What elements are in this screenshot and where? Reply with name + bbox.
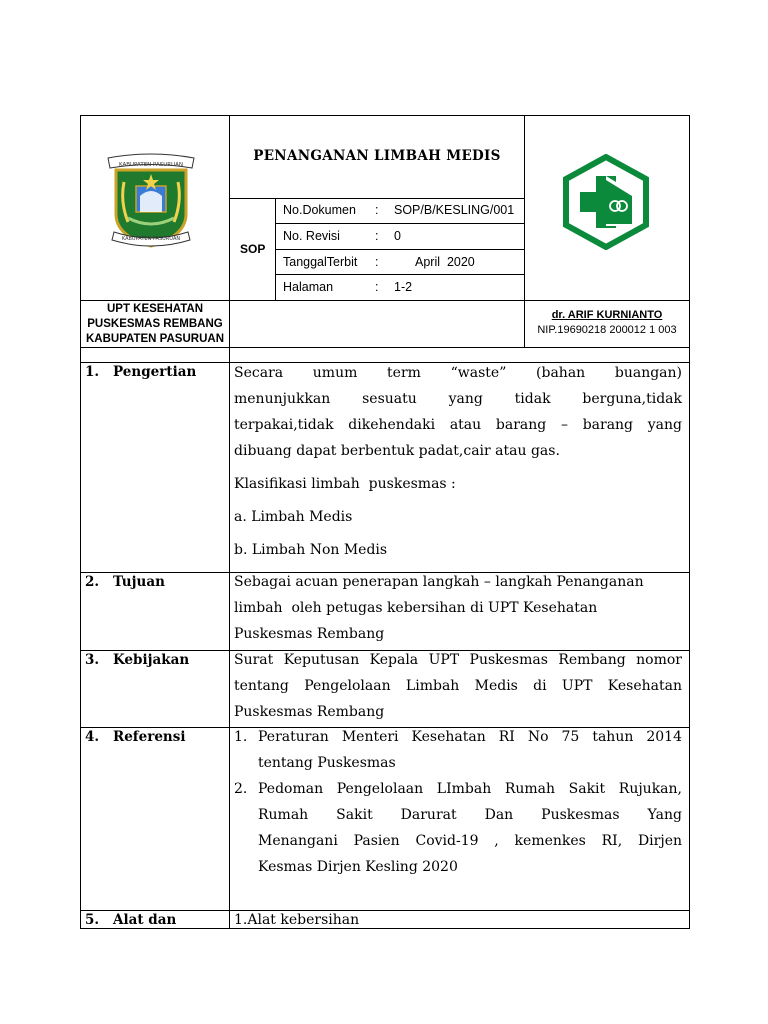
meta-label-revision: No. Revisi: [283, 229, 340, 243]
section-label: Referensi: [113, 729, 186, 745]
section-body-kebijakan: [234, 647, 682, 725]
section-number: 2.: [85, 574, 100, 590]
section-number: 3.: [85, 652, 100, 668]
kabupaten-pasuruan-crest: [106, 152, 196, 250]
paragraph-line: dibuang dapat berbentuk padat,cair atau gas.: [234, 443, 560, 459]
meta-sep: :: [375, 229, 379, 243]
reference-item: [234, 724, 682, 776]
puskesmas-logo: [562, 154, 650, 250]
meta-sep: :: [375, 255, 379, 269]
reference-line: Peraturan Menteri Kesehatan RI No 75 tahun 2014: [258, 729, 682, 745]
reference-line: tentang Puskesmas: [258, 755, 396, 771]
paragraph-line: limbah oleh petugas kebersihan di UPT Kesehatan: [234, 600, 598, 616]
reference-line: Kesmas Dirjen Kesling 2020: [258, 859, 458, 875]
section-body-referensi: [234, 724, 682, 880]
meta-value-doc-no: SOP/B/KESLING/001: [394, 203, 515, 217]
section-title-kebijakan: [85, 652, 189, 668]
section-label: Pengertian: [113, 364, 197, 380]
meta-value-issue-date: April 2020: [415, 255, 475, 269]
paragraph-line: Surat Keputusan Kepala UPT Puskesmas Rembang nomor: [234, 652, 682, 668]
section-number: 4.: [85, 729, 100, 745]
reference-line: Pedoman Pengelolaan LImbah Rumah Sakit Rujukan,: [258, 781, 682, 797]
reference-number: 1.: [234, 729, 248, 745]
paragraph-line: tentang Pengelolaan Limbah Medis di UPT Kesehatan: [234, 678, 682, 694]
section-body-alat: [234, 907, 682, 933]
crest-banner-top: KABUPATEN PASURUAN: [118, 162, 184, 168]
meta-value-revision: 0: [394, 229, 401, 243]
meta-sep: :: [375, 280, 379, 294]
paragraph-line: menunjukkan sesuatu yang tidak berguna,tidak: [234, 391, 682, 407]
meta-sep: :: [375, 203, 379, 217]
document-title: PENANGANAN LIMBAH MEDIS: [253, 148, 501, 164]
section-title-alat: [85, 912, 176, 928]
crest-banner-bottom: KABUPATEN PASURUAN: [121, 236, 181, 242]
list-item: b. Limbah Non Medis: [234, 542, 388, 558]
organization-name: [80, 302, 230, 347]
section-title-tujuan: [85, 574, 165, 590]
meta-label-issue-date: TanggalTerbit: [283, 255, 358, 269]
section-title-pengertian: [85, 364, 196, 380]
signatory-nip: NIP.19690218 200012 1 003: [537, 324, 677, 336]
sop-label: SOP: [240, 242, 266, 256]
section-body-tujuan: [234, 569, 682, 647]
section-number: 1.: [85, 364, 100, 380]
section-title-referensi: [85, 729, 185, 745]
reference-item: [234, 776, 682, 880]
reference-line: Menangani Pasien Covid-19 , kemenkes RI, Dirjen: [258, 833, 682, 849]
classification-title: Klasifikasi limbah puskesmas :: [234, 476, 456, 492]
meta-value-page: 1-2: [394, 280, 413, 294]
meta-label-page: Halaman: [283, 280, 334, 294]
section-label: Tujuan: [113, 574, 165, 590]
org-line: UPT KESEHATAN: [106, 303, 204, 315]
signatory-name: dr. ARIF KURNIANTO: [551, 309, 663, 321]
paragraph-line: Puskesmas Rembang: [234, 704, 385, 720]
paragraph-line: Puskesmas Rembang: [234, 626, 385, 642]
paragraph-line: terpakai,tidak dikehendaki atau barang – barang yang: [234, 417, 682, 433]
reference-number: 2.: [234, 781, 248, 797]
paragraph-line: 1.Alat kebersihan: [234, 912, 360, 928]
org-line: PUSKESMAS REMBANG: [87, 318, 223, 330]
reference-line: Rumah Sakit Darurat Dan Puskesmas Yang: [258, 807, 682, 823]
section-number: 5.: [85, 912, 100, 928]
paragraph-line: Secara umum term “waste” (bahan buangan): [234, 365, 682, 381]
section-label: Alat dan: [113, 912, 177, 928]
paragraph-line: Sebagai acuan penerapan langkah – langkah Penanganan: [234, 574, 644, 590]
section-body-pengertian: [234, 360, 682, 563]
meta-label-doc-no: No.Dokumen: [283, 203, 356, 217]
section-label: Kebijakan: [113, 652, 190, 668]
org-line: KABUPATEN PASURUAN: [86, 333, 224, 345]
list-item: a. Limbah Medis: [234, 509, 353, 525]
